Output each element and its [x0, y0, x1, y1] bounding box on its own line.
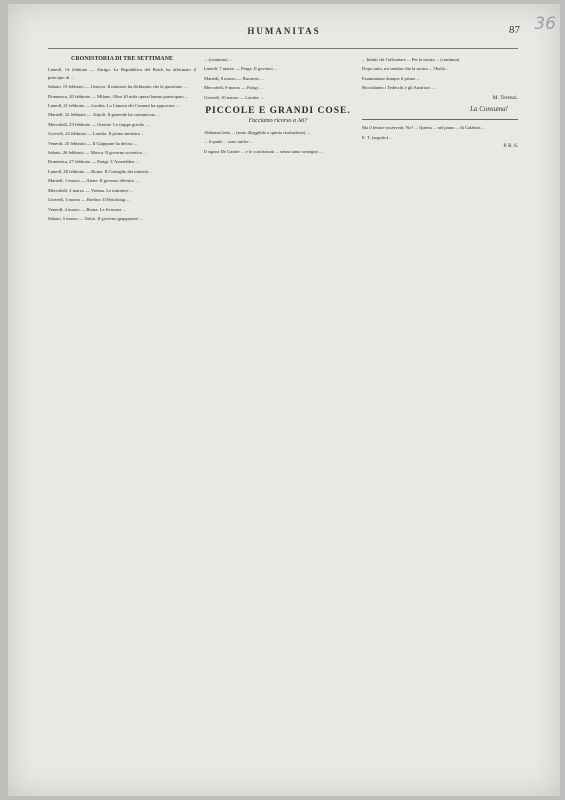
article-paragraph: Abbiamo letto ... (testo illeggibile a questa risoluzione) ...	[204, 129, 310, 135]
column-left	[48, 56, 196, 224]
chronicle-entry: ... (continua) ...	[204, 57, 233, 62]
column-divider	[362, 119, 518, 120]
article-paragraph: Il signor De Cartier ... e le conclusioni ... senza tanto sostegno ...	[204, 148, 323, 154]
section-title: PICCOLE E GRANDI COSE.	[205, 106, 351, 117]
article-paragraph: Ma il lettore osserverà: No? ... Questa ... nel piano ... di Calabria ...	[362, 125, 486, 131]
chronicle-entry: Sabato, 19 febbraio — Genova. Il ministro ha dichiarato che la questione ...	[48, 84, 187, 90]
section-subtitle: Facciamo ricorso a Ati?	[248, 118, 308, 125]
chronicle-entry: Giovedì, 24 febbraio — Londra. Il primo ministro ...	[48, 131, 145, 137]
chronicle-entry: Lunedì, 14 febbraio — Zurigo. La Repubblica del Reich ha affermato il principio di ...	[48, 67, 196, 80]
chronicle-entry: Martedì, 1 marzo — Atene. Il governo ellenico ...	[48, 178, 139, 184]
chronicle-entry: Martedì, 22 febbraio — Tripoli. Il generale ha comunicato ...	[48, 112, 160, 118]
chronicle-entry: Mercoledì, 9 marzo — Parigi. ...	[204, 85, 264, 91]
header-rule	[48, 48, 518, 49]
chronicle-heading: CRONISTORIA DI TRE SETTIMANE	[71, 56, 173, 62]
chronicle-entry: Lunedì, 7 marzo — Praga. Il governo ...	[204, 66, 278, 72]
page-number: 87	[509, 24, 520, 36]
chronicle-entry: Mercoledì, 2 marzo — Vienna. Le trattative ...	[48, 187, 134, 193]
chronicle-entry: Giovedì, 3 marzo — Berlino. Il Reichstag ...	[48, 197, 130, 203]
column-right	[362, 56, 518, 151]
chronicle-entry: Lunedì, 21 febbraio — Londra. La Camera dei Comuni ha approvato ...	[48, 103, 180, 109]
chronicle-entry: Sabato, 5 marzo — Tokio. Il governo giapponese ...	[48, 215, 143, 221]
column-middle	[204, 56, 352, 157]
chronicle-entry: Giovedì, 10 marzo — Londra. ...	[204, 94, 265, 100]
chronicle-entry: Domenica, 27 febbraio — Parigi. L'Assemblea ...	[48, 159, 139, 165]
chronicle-entry: Venerdì, 25 febbraio — Il Giappone ha deciso ...	[48, 140, 138, 146]
chronicle-entry: Sabato, 26 febbraio — Mosca. Il governo sovietico ...	[48, 150, 147, 156]
newspaper-page	[8, 4, 560, 796]
article-paragraph: E. T. (seguito) ...	[362, 134, 393, 140]
chronicle-entry: Lunedì, 28 febbraio — Roma. Il Consiglio dei ministri ...	[48, 168, 154, 174]
pencil-annotation: 36	[534, 14, 556, 34]
chronicle-entry: Domenica, 20 febbraio — Milano. Oltre 20 mila operai hanno partecipato ...	[48, 93, 189, 99]
chronicle-entry: Martedì, 8 marzo — Bucarest. ...	[204, 75, 265, 81]
article-paragraph: ... Infatti chi l'affrontare ... Per la nostra ... (continua)	[362, 57, 460, 62]
closing-line: La Consuma!	[470, 105, 508, 114]
chronicle-entry: Venerdì, 4 marzo — Berna. La Svizzera ...	[48, 206, 127, 212]
article-paragraph: Dopo tutto, mi sembra che la nostra ... l'Italia ...	[362, 66, 450, 72]
footer-signature: P. B. S.	[503, 144, 518, 150]
article-paragraph: Esaminiamo dunque il primo ...	[362, 75, 421, 81]
article-signature: M. Terenzi.	[492, 94, 518, 101]
page-header	[8, 14, 560, 42]
article-paragraph: Ricordiamo i Tedeschi e gli Austriaci ...	[362, 85, 435, 91]
publication-title: HUMANITAS	[247, 26, 321, 36]
article-paragraph: ... il quale ... sono anche ...	[204, 139, 254, 145]
chronicle-entry: Mercoledì, 23 febbraio — Oriente. Le truppe greche ...	[48, 121, 149, 127]
